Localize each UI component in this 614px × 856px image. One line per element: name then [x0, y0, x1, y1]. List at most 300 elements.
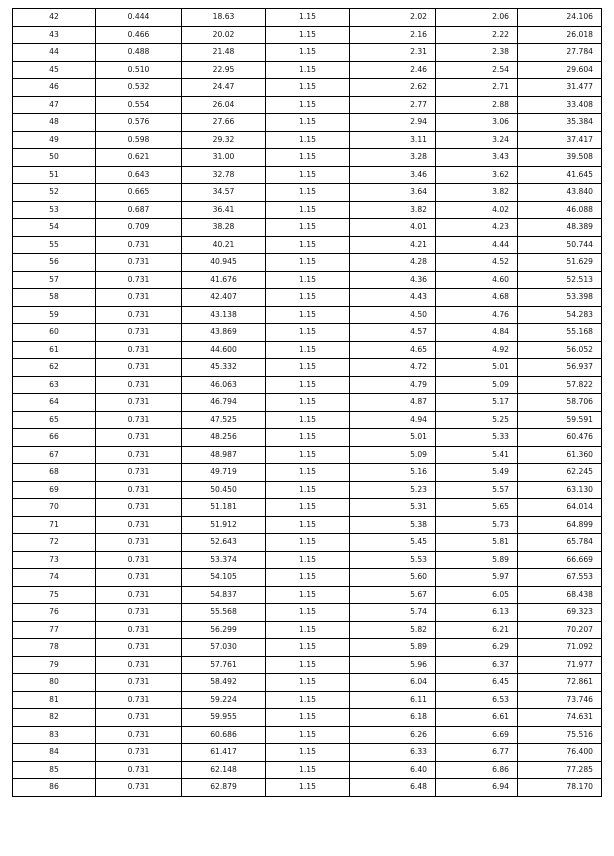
table-cell: 56.299: [182, 621, 266, 639]
table-cell: 3.82: [350, 201, 436, 219]
table-cell: 42: [13, 9, 96, 27]
table-row: [13, 551, 602, 569]
table-cell: 0.731: [96, 551, 182, 569]
table-cell: 29.32: [182, 131, 266, 149]
table-row: [13, 254, 602, 272]
table-cell: 0.731: [96, 761, 182, 779]
table-cell: 5.33: [436, 429, 518, 447]
table-cell: 1.15: [266, 359, 350, 377]
table-cell: 58.492: [182, 674, 266, 692]
table-cell: 0.510: [96, 61, 182, 79]
table-cell: 6.53: [436, 691, 518, 709]
table-cell: 5.97: [436, 569, 518, 587]
table-cell: 50: [13, 149, 96, 167]
table-cell: 4.01: [350, 219, 436, 237]
table-cell: 56: [13, 254, 96, 272]
table-row: [13, 604, 602, 622]
table-cell: 1.15: [266, 79, 350, 97]
table-cell: 67: [13, 446, 96, 464]
table-cell: 6.11: [350, 691, 436, 709]
table-cell: 71.977: [518, 656, 602, 674]
table-cell: 77.285: [518, 761, 602, 779]
table-cell: 75: [13, 586, 96, 604]
table-cell: 4.76: [436, 306, 518, 324]
table-cell: 76.400: [518, 744, 602, 762]
table-cell: 1.15: [266, 744, 350, 762]
table-cell: 59.224: [182, 691, 266, 709]
table-cell: 6.61: [436, 709, 518, 727]
table-cell: 21.48: [182, 44, 266, 62]
table-cell: 4.68: [436, 289, 518, 307]
table-cell: 1.15: [266, 271, 350, 289]
table-cell: 1.15: [266, 446, 350, 464]
table-cell: 18.63: [182, 9, 266, 27]
table-cell: 2.88: [436, 96, 518, 114]
table-cell: 62.879: [182, 779, 266, 797]
table-cell: 71: [13, 516, 96, 534]
table-cell: 61.360: [518, 446, 602, 464]
table-cell: 2.62: [350, 79, 436, 97]
table-cell: 70: [13, 499, 96, 517]
table-cell: 5.73: [436, 516, 518, 534]
table-cell: 1.15: [266, 236, 350, 254]
table-cell: 29.604: [518, 61, 602, 79]
table-cell: 2.38: [436, 44, 518, 62]
table-cell: 0.731: [96, 236, 182, 254]
table-cell: 4.60: [436, 271, 518, 289]
table-cell: 0.687: [96, 201, 182, 219]
table-cell: 60.686: [182, 726, 266, 744]
table-cell: 51.912: [182, 516, 266, 534]
table-cell: 31.00: [182, 149, 266, 167]
table-cell: 1.15: [266, 376, 350, 394]
table-cell: 57: [13, 271, 96, 289]
table-cell: 0.731: [96, 376, 182, 394]
table-cell: 74: [13, 569, 96, 587]
table-cell: 65: [13, 411, 96, 429]
table-cell: 43.869: [182, 324, 266, 342]
table-cell: 5.82: [350, 621, 436, 639]
table-cell: 4.57: [350, 324, 436, 342]
table-cell: 75.516: [518, 726, 602, 744]
table-cell: 1.15: [266, 114, 350, 132]
table-cell: 33.408: [518, 96, 602, 114]
table-cell: 4.36: [350, 271, 436, 289]
table-cell: 58: [13, 289, 96, 307]
table-cell: 2.16: [350, 26, 436, 44]
table-cell: 4.72: [350, 359, 436, 377]
table-cell: 1.15: [266, 464, 350, 482]
table-row: [13, 586, 602, 604]
table-cell: 51.629: [518, 254, 602, 272]
table-row: [13, 744, 602, 762]
table-cell: 5.89: [436, 551, 518, 569]
table-cell: 63: [13, 376, 96, 394]
table-cell: 4.43: [350, 289, 436, 307]
table-cell: 1.15: [266, 429, 350, 447]
table-cell: 24.106: [518, 9, 602, 27]
table-cell: 42.407: [182, 289, 266, 307]
table-cell: 0.576: [96, 114, 182, 132]
table-cell: 1.15: [266, 569, 350, 587]
table-cell: 0.731: [96, 586, 182, 604]
table-row: [13, 44, 602, 62]
table-cell: 63.130: [518, 481, 602, 499]
table-cell: 43: [13, 26, 96, 44]
table-cell: 1.15: [266, 394, 350, 412]
table-cell: 3.06: [436, 114, 518, 132]
table-cell: 6.37: [436, 656, 518, 674]
table-cell: 37.417: [518, 131, 602, 149]
table-row: [13, 114, 602, 132]
table-row: [13, 9, 602, 27]
table-cell: 54.837: [182, 586, 266, 604]
table-row: [13, 184, 602, 202]
table-cell: 83: [13, 726, 96, 744]
table-cell: 5.65: [436, 499, 518, 517]
table-row: [13, 26, 602, 44]
table-cell: 50.744: [518, 236, 602, 254]
table-cell: 6.40: [350, 761, 436, 779]
table-cell: 1.15: [266, 534, 350, 552]
table-cell: 0.731: [96, 254, 182, 272]
table-cell: 1.15: [266, 726, 350, 744]
table-cell: 2.71: [436, 79, 518, 97]
table-cell: 1.15: [266, 289, 350, 307]
table-cell: 35.384: [518, 114, 602, 132]
table-cell: 32.78: [182, 166, 266, 184]
table-cell: 0.731: [96, 656, 182, 674]
table-cell: 1.15: [266, 184, 350, 202]
table-cell: 52.513: [518, 271, 602, 289]
table-cell: 1.15: [266, 779, 350, 797]
table-cell: 1.15: [266, 516, 350, 534]
table-cell: 1.15: [266, 9, 350, 27]
table-cell: 4.44: [436, 236, 518, 254]
table-cell: 0.488: [96, 44, 182, 62]
table-cell: 0.731: [96, 621, 182, 639]
table-cell: 3.11: [350, 131, 436, 149]
table-row: [13, 271, 602, 289]
table-cell: 45.332: [182, 359, 266, 377]
table-cell: 40.945: [182, 254, 266, 272]
table-cell: 55.568: [182, 604, 266, 622]
table-cell: 52.643: [182, 534, 266, 552]
table-cell: 6.45: [436, 674, 518, 692]
table-cell: 80: [13, 674, 96, 692]
table-cell: 27.784: [518, 44, 602, 62]
table-cell: 48.256: [182, 429, 266, 447]
table-cell: 1.15: [266, 201, 350, 219]
table-row: [13, 219, 602, 237]
table-cell: 77: [13, 621, 96, 639]
table-cell: 0.731: [96, 674, 182, 692]
table-cell: 59.955: [182, 709, 266, 727]
table-row: [13, 534, 602, 552]
table-cell: 5.67: [350, 586, 436, 604]
table-cell: 2.46: [350, 61, 436, 79]
table-cell: 24.47: [182, 79, 266, 97]
table-cell: 54.105: [182, 569, 266, 587]
table-cell: 0.731: [96, 534, 182, 552]
table-cell: 27.66: [182, 114, 266, 132]
table-cell: 2.94: [350, 114, 436, 132]
table-cell: 5.89: [350, 639, 436, 657]
table-body: [13, 9, 602, 797]
table-cell: 38.28: [182, 219, 266, 237]
table-row: [13, 516, 602, 534]
table-cell: 4.92: [436, 341, 518, 359]
table-cell: 6.29: [436, 639, 518, 657]
table-cell: 68: [13, 464, 96, 482]
table-cell: 1.15: [266, 166, 350, 184]
table-cell: 5.60: [350, 569, 436, 587]
table-cell: 43.138: [182, 306, 266, 324]
table-cell: 53.398: [518, 289, 602, 307]
table-cell: 0.731: [96, 499, 182, 517]
table-cell: 0.731: [96, 446, 182, 464]
table-cell: 71.092: [518, 639, 602, 657]
table-cell: 1.15: [266, 551, 350, 569]
table-cell: 0.731: [96, 569, 182, 587]
table-cell: 45: [13, 61, 96, 79]
table-cell: 0.643: [96, 166, 182, 184]
table-cell: 0.731: [96, 306, 182, 324]
table-row: [13, 779, 602, 797]
table-cell: 53.374: [182, 551, 266, 569]
table-cell: 1.15: [266, 639, 350, 657]
table-cell: 59.591: [518, 411, 602, 429]
table-cell: 51.181: [182, 499, 266, 517]
table-cell: 69: [13, 481, 96, 499]
table-cell: 5.01: [350, 429, 436, 447]
table-cell: 4.52: [436, 254, 518, 272]
table-cell: 64: [13, 394, 96, 412]
table-cell: 0.731: [96, 359, 182, 377]
table-cell: 5.09: [436, 376, 518, 394]
table-row: [13, 149, 602, 167]
table-cell: 59: [13, 306, 96, 324]
table-row: [13, 761, 602, 779]
table-cell: 1.15: [266, 499, 350, 517]
table-cell: 3.24: [436, 131, 518, 149]
table-cell: 40.21: [182, 236, 266, 254]
table-cell: 0.598: [96, 131, 182, 149]
table-cell: 39.508: [518, 149, 602, 167]
table-cell: 3.62: [436, 166, 518, 184]
table-cell: 69.323: [518, 604, 602, 622]
table-cell: 36.41: [182, 201, 266, 219]
table-cell: 1.15: [266, 691, 350, 709]
table-cell: 46.063: [182, 376, 266, 394]
table-cell: 6.69: [436, 726, 518, 744]
table-cell: 2.06: [436, 9, 518, 27]
table-cell: 4.94: [350, 411, 436, 429]
table-row: [13, 96, 602, 114]
table-cell: 6.94: [436, 779, 518, 797]
table-cell: 4.23: [436, 219, 518, 237]
table-cell: 1.15: [266, 656, 350, 674]
table-cell: 62.148: [182, 761, 266, 779]
table-row: [13, 481, 602, 499]
table-row: [13, 394, 602, 412]
table-cell: 1.15: [266, 586, 350, 604]
table-row: [13, 61, 602, 79]
table-row: [13, 236, 602, 254]
table-cell: 56.052: [518, 341, 602, 359]
table-cell: 4.50: [350, 306, 436, 324]
table-cell: 57.822: [518, 376, 602, 394]
table-cell: 4.02: [436, 201, 518, 219]
table-cell: 2.31: [350, 44, 436, 62]
table-cell: 5.09: [350, 446, 436, 464]
table-cell: 6.77: [436, 744, 518, 762]
table-cell: 70.207: [518, 621, 602, 639]
table-cell: 1.15: [266, 324, 350, 342]
table-cell: 64.014: [518, 499, 602, 517]
table-cell: 72.861: [518, 674, 602, 692]
table-row: [13, 674, 602, 692]
table-row: [13, 289, 602, 307]
table-cell: 85: [13, 761, 96, 779]
table-cell: 5.38: [350, 516, 436, 534]
table-cell: 1.15: [266, 26, 350, 44]
table-cell: 22.95: [182, 61, 266, 79]
table-cell: 52: [13, 184, 96, 202]
table-cell: 4.84: [436, 324, 518, 342]
table-cell: 46: [13, 79, 96, 97]
table-cell: 48: [13, 114, 96, 132]
table-row: [13, 569, 602, 587]
table-cell: 2.77: [350, 96, 436, 114]
table-cell: 53: [13, 201, 96, 219]
table-cell: 56.937: [518, 359, 602, 377]
table-cell: 0.731: [96, 289, 182, 307]
table-cell: 0.731: [96, 324, 182, 342]
table-cell: 62.245: [518, 464, 602, 482]
table-cell: 1.15: [266, 761, 350, 779]
table-cell: 66.669: [518, 551, 602, 569]
table-cell: 67.553: [518, 569, 602, 587]
table-row: [13, 464, 602, 482]
table-cell: 57.030: [182, 639, 266, 657]
table-cell: 6.33: [350, 744, 436, 762]
table-cell: 43.840: [518, 184, 602, 202]
table-cell: 5.23: [350, 481, 436, 499]
table-cell: 3.82: [436, 184, 518, 202]
table-cell: 5.53: [350, 551, 436, 569]
table-cell: 2.54: [436, 61, 518, 79]
table-cell: 65.784: [518, 534, 602, 552]
table-cell: 50.450: [182, 481, 266, 499]
table-row: [13, 201, 602, 219]
table-cell: 6.13: [436, 604, 518, 622]
table-cell: 49.719: [182, 464, 266, 482]
table-cell: 55.168: [518, 324, 602, 342]
table-cell: 1.15: [266, 411, 350, 429]
table-cell: 34.57: [182, 184, 266, 202]
table-cell: 5.49: [436, 464, 518, 482]
table-cell: 1.15: [266, 621, 350, 639]
table-cell: 73: [13, 551, 96, 569]
table-row: [13, 131, 602, 149]
table-cell: 5.57: [436, 481, 518, 499]
table-cell: 4.79: [350, 376, 436, 394]
table-row: [13, 79, 602, 97]
table-row: [13, 359, 602, 377]
table-cell: 1.15: [266, 709, 350, 727]
table-cell: 1.15: [266, 131, 350, 149]
table-cell: 48.987: [182, 446, 266, 464]
table-cell: 0.731: [96, 394, 182, 412]
table-cell: 44.600: [182, 341, 266, 359]
table-cell: 0.731: [96, 691, 182, 709]
table-row: [13, 306, 602, 324]
table-cell: 6.86: [436, 761, 518, 779]
table-cell: 26.04: [182, 96, 266, 114]
table-cell: 5.96: [350, 656, 436, 674]
table-cell: 5.45: [350, 534, 436, 552]
table-cell: 20.02: [182, 26, 266, 44]
table-cell: 0.709: [96, 219, 182, 237]
data-table: [12, 8, 602, 797]
table-cell: 44: [13, 44, 96, 62]
table-cell: 5.31: [350, 499, 436, 517]
table-cell: 5.25: [436, 411, 518, 429]
table-cell: 3.46: [350, 166, 436, 184]
table-cell: 66: [13, 429, 96, 447]
table-row: [13, 376, 602, 394]
table-cell: 0.621: [96, 149, 182, 167]
table-cell: 0.554: [96, 96, 182, 114]
table-cell: 1.15: [266, 254, 350, 272]
table-cell: 76: [13, 604, 96, 622]
table-cell: 0.466: [96, 26, 182, 44]
table-cell: 54: [13, 219, 96, 237]
table-cell: 1.15: [266, 306, 350, 324]
table-cell: 79: [13, 656, 96, 674]
table-cell: 1.15: [266, 481, 350, 499]
table-cell: 68.438: [518, 586, 602, 604]
table-cell: 0.731: [96, 744, 182, 762]
table-row: [13, 691, 602, 709]
table-row: [13, 446, 602, 464]
table-cell: 26.018: [518, 26, 602, 44]
table-cell: 46.794: [182, 394, 266, 412]
table-cell: 60.476: [518, 429, 602, 447]
table-cell: 84: [13, 744, 96, 762]
table-row: [13, 639, 602, 657]
table-cell: 0.665: [96, 184, 182, 202]
table-cell: 58.706: [518, 394, 602, 412]
table-row: [13, 709, 602, 727]
table-cell: 73.746: [518, 691, 602, 709]
table-cell: 0.731: [96, 726, 182, 744]
table-cell: 1.15: [266, 61, 350, 79]
table-cell: 0.731: [96, 639, 182, 657]
table-cell: 1.15: [266, 341, 350, 359]
table-cell: 5.81: [436, 534, 518, 552]
table-cell: 0.731: [96, 779, 182, 797]
table-cell: 49: [13, 131, 96, 149]
table-cell: 78: [13, 639, 96, 657]
table-row: [13, 726, 602, 744]
table-cell: 47: [13, 96, 96, 114]
table-cell: 61.417: [182, 744, 266, 762]
table-row: [13, 341, 602, 359]
table-cell: 6.26: [350, 726, 436, 744]
table-cell: 46.088: [518, 201, 602, 219]
